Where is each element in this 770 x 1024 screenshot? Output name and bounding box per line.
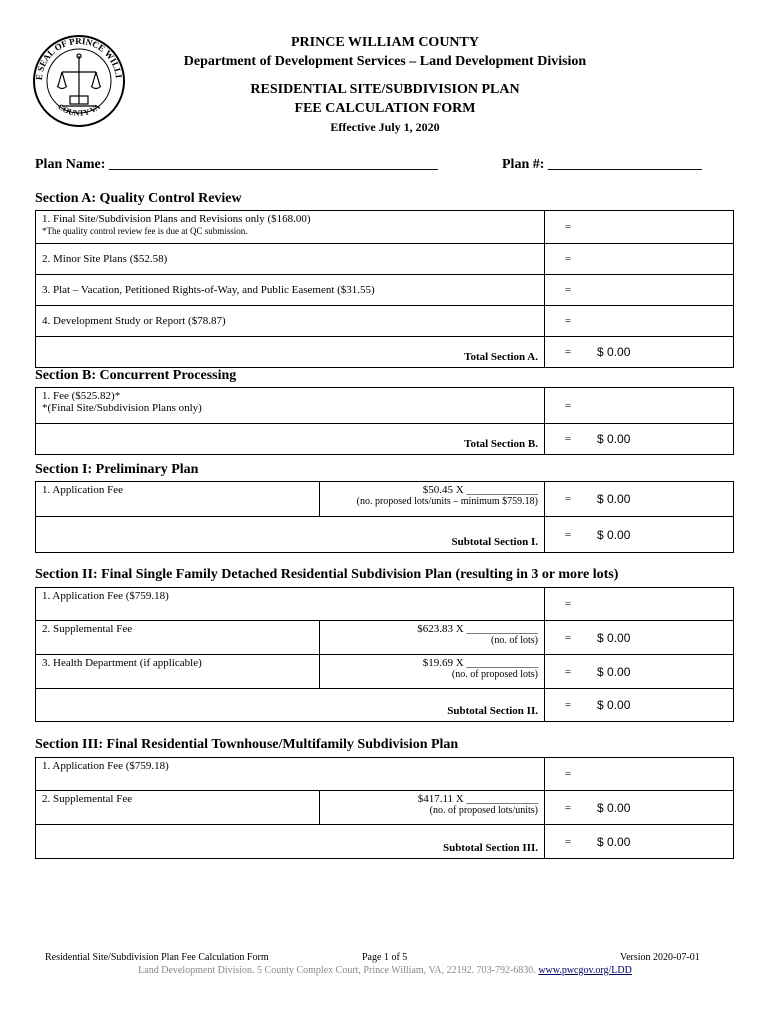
rate-text[interactable]: $623.83 X _____________ (417, 623, 538, 635)
rate-cell (320, 482, 545, 517)
equals-sign: = (545, 655, 592, 689)
plan-name-label: Plan Name: (35, 157, 109, 172)
section-i-total-row (36, 517, 734, 553)
section-ii-total-label: Subtotal Section II. (36, 689, 545, 722)
section-a-row-2 (36, 244, 734, 275)
section-iii-title: Section III: Final Residential Townhouse/Multifamily Subdivision Plan (35, 737, 459, 752)
section-ii-row-2 (36, 621, 734, 655)
row-label: 2. Minor Site Plans ($52.58) (36, 244, 545, 275)
row-label: 1. Application Fee ($759.18) (36, 758, 545, 791)
unit-note: (no. of proposed lots/units) (429, 805, 538, 816)
section-iii-row-1-amount[interactable] (591, 758, 734, 791)
row-label: 1. Final Site/Subdivision Plans and Revisions only ($168.00) *The quality control review fee is due at QC submission. (36, 211, 545, 244)
form-title-line-1: RESIDENTIAL SITE/SUBDIVISION PLAN (250, 82, 520, 97)
equals-sign: = (545, 482, 592, 517)
form-title-line-2: FEE CALCULATION FORM (294, 101, 476, 116)
section-ii-row-3 (36, 655, 734, 689)
plan-number-row (502, 157, 702, 173)
rate-cell (320, 655, 545, 689)
equals-sign: = (545, 306, 592, 337)
section-iii-row-2 (36, 791, 734, 825)
equals-sign: = (545, 825, 592, 859)
footer-form-name: Residential Site/Subdivision Plan Fee Calculation Form (45, 952, 269, 963)
section-a-table (35, 210, 734, 368)
section-ii-title: Section II: Final Single Family Detached Residential Subdivision Plan (resulting in 3 or more lots) (35, 567, 619, 582)
section-i-title: Section I: Preliminary Plan (35, 462, 199, 477)
section-i-row-1 (36, 482, 734, 517)
plan-number-field[interactable]: ______________________ (547, 157, 702, 172)
equals-sign: = (545, 337, 592, 368)
plan-name-field[interactable]: _______________________________________________ (108, 157, 438, 172)
section-ii-table (35, 587, 734, 722)
unit-note: (no. of lots) (491, 635, 538, 646)
section-i-total-value[interactable]: $ 0.00 (591, 517, 734, 553)
seal-text-top: E SEAL OF PRINCE WILLI (33, 35, 124, 81)
section-a-row-3-amount[interactable] (591, 275, 734, 306)
equals-sign: = (545, 517, 592, 553)
section-i-row-1-amount[interactable]: $ 0.00 (591, 482, 734, 517)
equals-sign: = (545, 621, 592, 655)
equals-sign: = (545, 424, 592, 455)
rate-text[interactable]: $19.69 X _____________ (422, 657, 538, 669)
section-i-table (35, 481, 734, 553)
row-label: 1. Application Fee ($759.18) (36, 588, 545, 621)
section-iii-total-row (36, 825, 734, 859)
section-a-row-1 (36, 211, 734, 244)
section-a-title: Section A: Quality Control Review (35, 191, 242, 206)
footer-version: Version 2020-07-01 (620, 952, 700, 963)
equals-sign: = (545, 275, 592, 306)
equals-sign: = (545, 211, 592, 244)
section-iii-total-value[interactable]: $ 0.00 (591, 825, 734, 859)
row-note: *(Final Site/Subdivision Plans only) (42, 402, 202, 414)
section-b-total-value[interactable]: $ 0.00 (591, 424, 734, 455)
section-b-row-1 (36, 388, 734, 424)
unit-note: (no. proposed lots/units – minimum $759.18) (356, 496, 538, 507)
section-a-row-3 (36, 275, 734, 306)
unit-note: (no. of proposed lots) (451, 669, 538, 680)
rate-text[interactable]: $50.45 X _____________ (422, 484, 538, 496)
footer-address-line (0, 965, 770, 976)
row-label: 2. Supplemental Fee (36, 791, 320, 825)
section-b-title: Section B: Concurrent Processing (35, 368, 237, 383)
section-b-total-row (36, 424, 734, 455)
footer-page-number: Page 1 of 5 (362, 952, 408, 963)
section-a-total-value[interactable]: $ 0.00 (591, 337, 734, 368)
seal-text-bottom: COUNTY VA (56, 102, 102, 118)
section-a-row-4 (36, 306, 734, 337)
section-b-row-1-amount[interactable] (591, 388, 734, 424)
section-i-total-label: Subtotal Section I. (36, 517, 545, 553)
department-name: Department of Development Services – Land Development Division (183, 54, 587, 69)
row-label: 3. Plat – Vacation, Petitioned Rights-of-Way, and Public Easement ($31.55) (36, 275, 545, 306)
equals-sign: = (545, 588, 592, 621)
row-note: *The quality control review fee is due at QC submission. (42, 226, 248, 236)
section-ii-row-1 (36, 588, 734, 621)
equals-sign: = (545, 388, 592, 424)
rate-cell (320, 791, 545, 825)
rate-cell (320, 621, 545, 655)
plan-number-label: Plan #: (502, 157, 548, 172)
section-iii-row-2-amount[interactable]: $ 0.00 (591, 791, 734, 825)
section-iii-total-label: Subtotal Section III. (36, 825, 545, 859)
section-a-row-4-amount[interactable] (591, 306, 734, 337)
equals-sign: = (545, 244, 592, 275)
equals-sign: = (545, 791, 592, 825)
section-a-total-row (36, 337, 734, 368)
row-label: 3. Health Department (if applicable) (36, 655, 320, 689)
section-ii-total-value[interactable]: $ 0.00 (591, 689, 734, 722)
rate-text[interactable]: $417.11 X _____________ (417, 793, 538, 805)
row-label: 1. Fee ($525.82)* *(Final Site/Subdivision Plans only) (36, 388, 545, 424)
plan-name-row (35, 157, 438, 173)
section-ii-row-3-amount[interactable]: $ 0.00 (591, 655, 734, 689)
section-iii-row-1 (36, 758, 734, 791)
county-name: PRINCE WILLIAM COUNTY (291, 35, 479, 50)
row-label: 2. Supplemental Fee (36, 621, 320, 655)
row-label: 1. Application Fee (36, 482, 320, 517)
footer-website-link[interactable]: www.pwcgov.org/LDD (538, 965, 632, 976)
equals-sign: = (545, 689, 592, 722)
section-b-table (35, 387, 734, 455)
section-ii-row-1-amount[interactable] (591, 588, 734, 621)
row-label: 4. Development Study or Report ($78.87) (36, 306, 545, 337)
section-ii-total-row (36, 689, 734, 722)
section-ii-row-2-amount[interactable]: $ 0.00 (591, 621, 734, 655)
section-a-row-2-amount[interactable] (591, 244, 734, 275)
section-a-row-1-amount[interactable] (591, 211, 734, 244)
section-iii-table (35, 757, 734, 859)
equals-sign: = (545, 758, 592, 791)
footer-address: Land Development Division. 5 County Complex Court, Prince William, VA, 22192. 703-792-6830. (138, 965, 539, 976)
section-b-total-label: Total Section B. (36, 424, 545, 455)
section-a-total-label: Total Section A. (36, 337, 545, 368)
effective-date: Effective July 1, 2020 (330, 120, 440, 134)
